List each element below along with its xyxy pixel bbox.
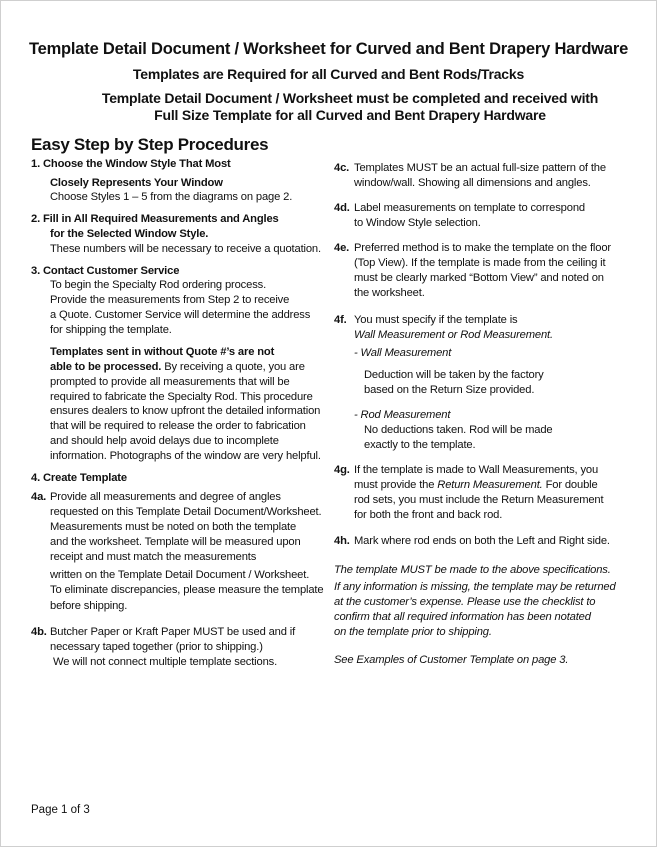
rod-measurement-heading: - Rod Measurement	[354, 409, 451, 421]
warning-line: that will be required to release the order to fabrication	[50, 420, 306, 432]
step-2-heading-cont: for the Selected Window Style.	[50, 228, 209, 240]
step-4a-number: 4a.	[31, 491, 47, 503]
step-4f-number: 4f.	[334, 314, 347, 326]
step-2-body: These numbers will be necessary to receive a quotation.	[50, 243, 321, 255]
note-line: at the customer’s expense. Please use the checklist to	[334, 596, 596, 608]
step-4g-line: for both the front and back rod.	[354, 509, 503, 521]
document-title: Template Detail Document / Worksheet for Curved and Bent Drapery Hardware	[28, 40, 629, 58]
step-4a-line: receipt and must match the measurements	[50, 551, 257, 563]
step-2-heading: 2. Fill in All Required Measurements and Angles	[31, 213, 279, 225]
step-3-line: for shipping the template.	[50, 324, 172, 336]
see-examples-note: See Examples of Customer Template on page 3.	[334, 654, 569, 666]
warning-line-2	[50, 360, 305, 375]
step-1-body: Choose Styles 1 – 5 from the diagrams on page 2.	[50, 191, 293, 203]
step-4d-number: 4d.	[334, 202, 350, 214]
step-4e-line: the worksheet.	[354, 287, 425, 299]
step-1-heading-cont: Closely Represents Your Window	[50, 177, 223, 189]
step-4h-line: Mark where rod ends on both the Left and Right side.	[354, 535, 610, 547]
page-number: Page 1 of 3	[31, 804, 90, 816]
step-4f-line: You must specify if the template is	[354, 314, 518, 326]
step-4g-line: If the template is made to Wall Measurements, you	[354, 464, 599, 476]
step-4e-line: must be clearly marked “Bottom View” and noted on	[354, 272, 604, 284]
step-4a-line: Measurements must be noted on both the template	[50, 521, 297, 533]
note-line: confirm that all required information has been notated	[334, 611, 591, 623]
document-subtitle: Templates are Required for all Curved and Bent Rods/Tracks	[132, 66, 525, 82]
step-4b-line: We will not connect multiple template sections.	[53, 656, 278, 668]
rod-measurement-line: exactly to the template.	[364, 439, 476, 451]
step-4b-line: necessary taped together (prior to shipping.)	[50, 641, 263, 653]
section-heading: Easy Step by Step Procedures	[31, 135, 269, 154]
step-4g-line	[354, 478, 598, 493]
step-4b-number: 4b.	[31, 626, 47, 638]
step-3-line: a Quote. Customer Service will determine the address	[50, 309, 311, 321]
warning-line: and should help avoid delays due to incomplete	[50, 435, 279, 447]
step-4c-line: window/wall. Showing all dimensions and angles.	[354, 177, 591, 189]
step-4d-line: to Window Style selection.	[354, 217, 481, 229]
step-3-line: To begin the Specialty Rod ordering process.	[50, 279, 267, 291]
note-line: The template MUST be made to the above specifications.	[334, 564, 611, 576]
step-4g-italic: Return Measurement.	[437, 479, 543, 491]
step-4e-line: (Top View). If the template is made from the ceiling it	[354, 257, 606, 269]
step-4a-line: before shipping.	[50, 600, 128, 612]
step-1-heading: 1. Choose the Window Style That Most	[31, 158, 231, 170]
warning-line: prompted to provide all measurements that will be	[50, 376, 290, 388]
warning-bold-line-1: Templates sent in without Quote #’s are not	[50, 346, 275, 358]
step-4a-line: To eliminate discrepancies, please measure the template	[50, 584, 324, 596]
step-4-heading: 4. Create Template	[31, 472, 127, 484]
step-4a-line: requested on this Template Detail Document/Worksheet.	[50, 506, 322, 518]
step-4c-line: Templates MUST be an actual full-size pattern of the	[354, 162, 606, 174]
step-4b-line: Butcher Paper or Kraft Paper MUST be used and if	[50, 626, 296, 638]
note-line: If any information is missing, the template may be returned	[334, 581, 616, 593]
step-3-line: Provide the measurements from Step 2 to receive	[50, 294, 290, 306]
step-4c-number: 4c.	[334, 162, 350, 174]
rod-measurement-line: No deductions taken. Rod will be made	[364, 424, 553, 436]
step-4a-line: written on the Template Detail Document / Worksheet.	[50, 569, 310, 581]
note-line: on the template prior to shipping.	[334, 626, 492, 638]
step-4e-number: 4e.	[334, 242, 350, 254]
warning-line: ensures dealers to know upfront the detailed information	[50, 405, 321, 417]
warning-line: required to fabricate the Specialty Rod. This procedure	[50, 391, 313, 403]
step-4g-number: 4g.	[334, 464, 350, 476]
step-4g-line: rod sets, you must include the Return Measurement	[354, 494, 604, 506]
step-3-heading: 3. Contact Customer Service	[31, 265, 180, 277]
step-4a-line: Provide all measurements and degree of angles	[50, 491, 281, 503]
warning-text-line-2: By receiving a quote, you are	[161, 361, 305, 373]
wall-measurement-line: Deduction will be taken by the factory	[364, 369, 544, 381]
step-4g-text: must provide the	[354, 479, 438, 491]
wall-measurement-heading: - Wall Measurement	[354, 347, 452, 359]
document-requirement	[70, 90, 630, 124]
step-4g-text: For double	[542, 479, 598, 491]
warning-bold-line-2: able to be processed.	[50, 361, 162, 373]
step-4h-number: 4h.	[334, 535, 350, 547]
step-4d-line: Label measurements on template to correspond	[354, 202, 585, 214]
wall-measurement-line: based on the Return Size provided.	[364, 384, 535, 396]
step-4a-line: and the worksheet. Template will be measured upon	[50, 536, 301, 548]
step-4e-line: Preferred method is to make the template on the floor	[354, 242, 611, 254]
requirement-line-1: Template Detail Document / Worksheet must be completed and received with	[101, 90, 599, 106]
warning-line: information. Photographs of the window are very helpful.	[50, 450, 321, 462]
step-4f-line-italic: Wall Measurement or Rod Measurement.	[354, 329, 553, 341]
requirement-line-2: Full Size Template for all Curved and Bent Drapery Hardware	[154, 107, 546, 123]
